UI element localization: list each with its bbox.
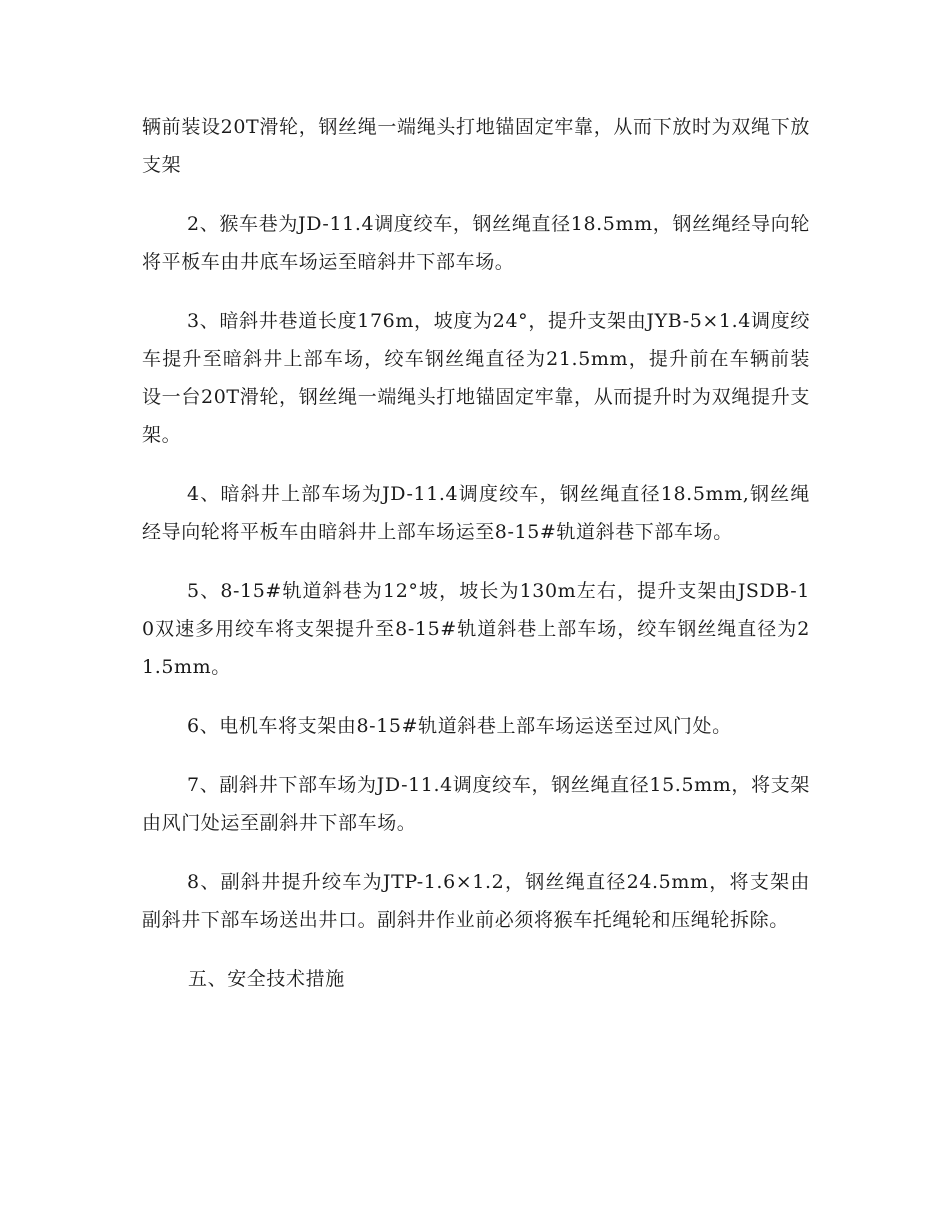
- paragraph-continuation: 辆前装设20T滑轮，钢丝绳一端绳头打地锚固定牢靠，从而下放时为双绳下放支架: [142, 116, 810, 176]
- paragraph-item-4: 4、暗斜井上部车场为JD-11.4调度绞车，钢丝绳直径18.5mm,钢丝绳经导向轮将平板车由暗斜井上部车场运至8-15#轨道斜巷下部车场。: [142, 483, 810, 543]
- document-body: [142, 108, 810, 998]
- paragraph-item-2: 2、猴车巷为JD-11.4调度绞车，钢丝绳直径18.5mm，钢丝绳经导向轮将平板车由井底车场运至暗斜井下部车场。: [142, 213, 810, 273]
- paragraph-item-6: 6、电机车将支架由8-15#轨道斜巷上部车场运送至过风门处。: [187, 715, 732, 737]
- paragraph-item-7: 7、副斜井下部车场为JD-11.4调度绞车，钢丝绳直径15.5mm，将支架由风门处运至副斜井下部车场。: [142, 774, 810, 834]
- paragraph-item-3: 3、暗斜井巷道长度176m，坡度为24°，提升支架由JYB-5×1.4调度绞车提升至暗斜井上部车场，绞车钢丝绳直径为21.5mm，提升前在车辆前装设一台20T滑轮，钢丝绳一端绳头打地锚固定牢靠，从而提升时为双绳提升支架。: [142, 310, 810, 446]
- paragraph-item-5: 5、8-15#轨道斜巷为12°坡，坡长为130m左右，提升支架由JSDB-10双速多用绞车将支架提升至8-15#轨道斜巷上部车场，绞车钢丝绳直径为21.5mm。: [142, 580, 810, 678]
- paragraph-item-8: 8、副斜井提升绞车为JTP-1.6×1.2，钢丝绳直径24.5mm，将支架由副斜井下部车场送出井口。副斜井作业前必须将猴车托绳轮和压绳轮拆除。: [142, 871, 810, 931]
- section-heading: 五、安全技术措施: [188, 968, 345, 990]
